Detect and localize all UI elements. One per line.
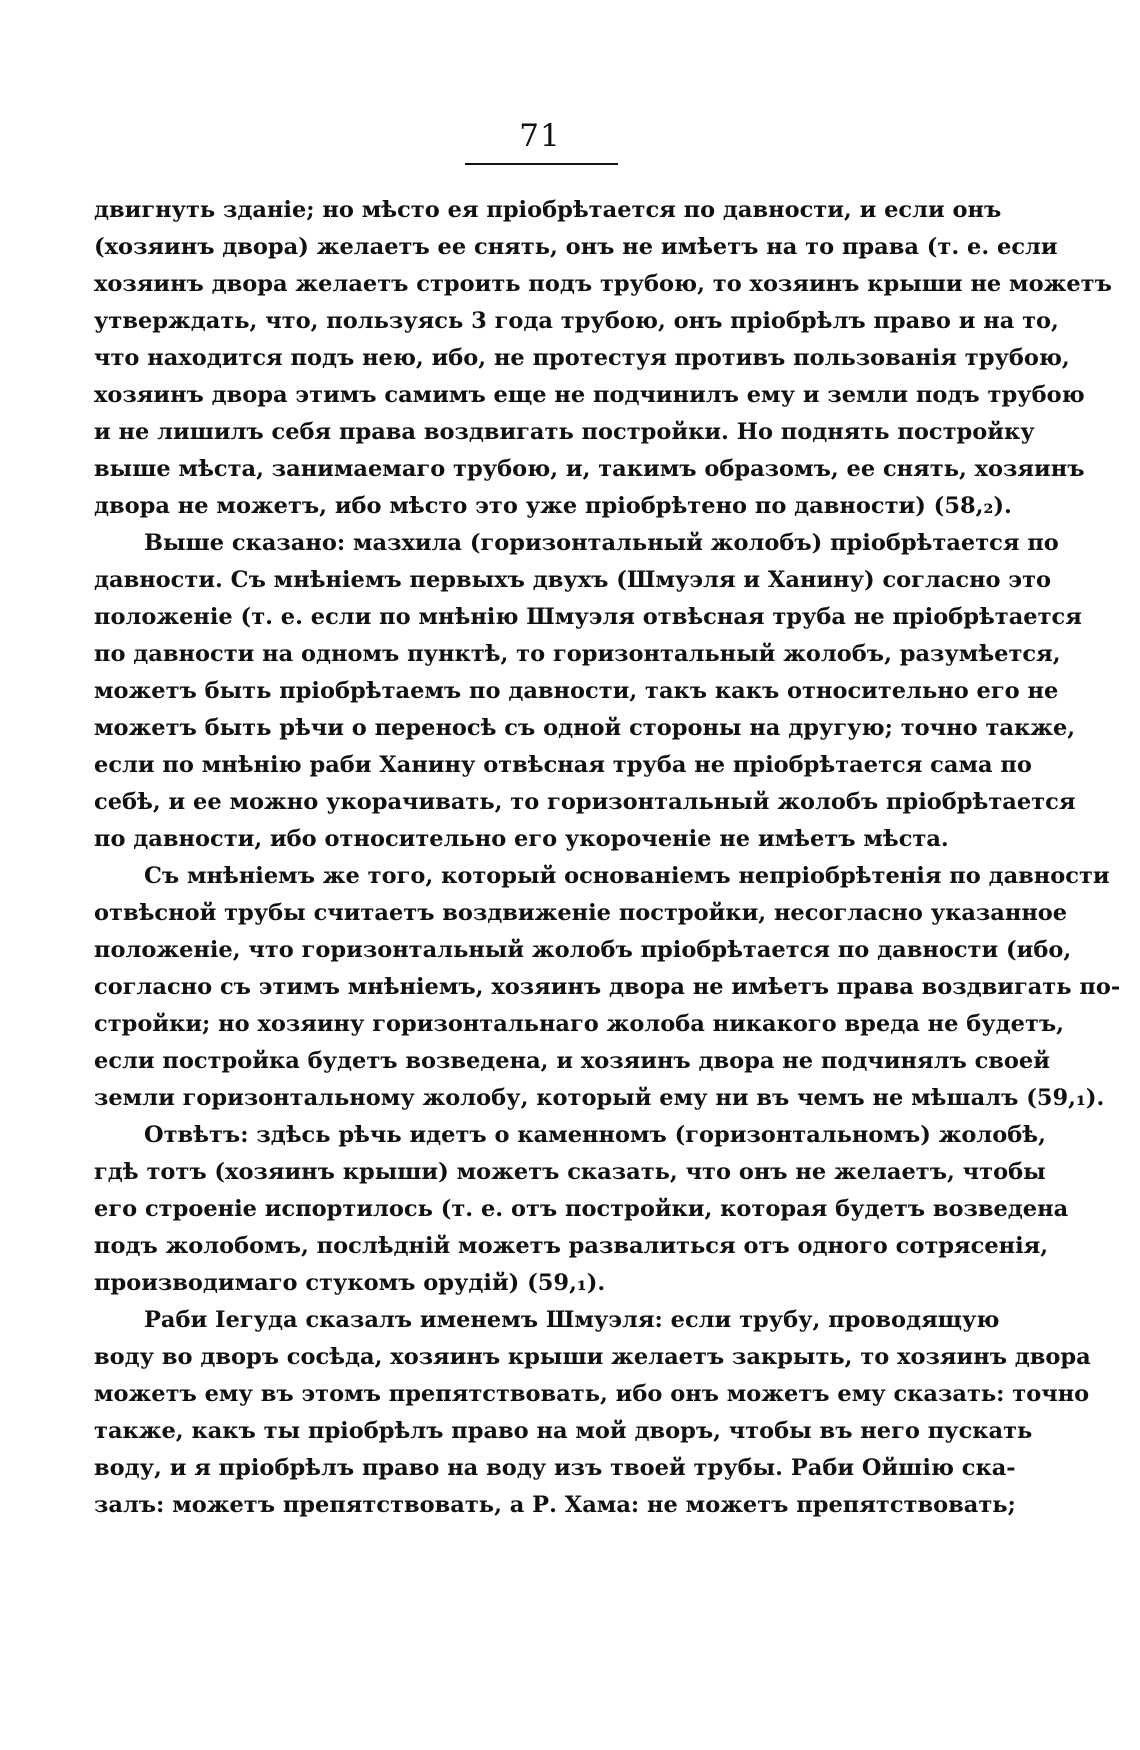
text-line: стройки; но хозяину горизонтальнаго жолоба никакого вреда не будетъ,	[94, 1011, 1064, 1037]
text-line: подъ жолобомъ, послѣдній можетъ развалиться отъ одного сотрясенія,	[94, 1233, 1049, 1259]
text-line: хозяинъ двора желаетъ строить подъ трубою, то хозяинъ крыши не можетъ	[94, 271, 1112, 297]
text-line: себѣ, и ее можно укорачивать, то горизонтальный жолобъ пріобрѣтается	[94, 789, 1076, 815]
text-line: утверждать, что, пользуясь 3 года трубою, онъ пріобрѣлъ право и на то,	[94, 308, 1059, 334]
text-line: отвѣсной трубы считаетъ воздвиженіе постройки, несогласно указанное	[94, 900, 1068, 926]
text-line: если постройка будетъ возведена, и хозяинъ двора не подчинялъ своей	[94, 1048, 1050, 1074]
page-number: 71	[519, 118, 561, 154]
text-line: воду во дворъ сосѣда, хозяинъ крыши желаетъ закрыть, то хозяинъ двора	[94, 1344, 1091, 1370]
text-line: залъ: можетъ препятствовать, а Р. Хама: не можетъ препятствовать;	[94, 1492, 1016, 1518]
text-line: Раби Іегуда сказалъ именемъ Шмуэля: если трубу, проводящую	[144, 1307, 1000, 1333]
text-line: согласно съ этимъ мнѣніемъ, хозяинъ двора не имѣетъ права воздвигать по-	[94, 974, 1121, 1000]
text-line: воду, и я пріобрѣлъ право на воду изъ твоей трубы. Раби Ойшію ска-	[94, 1455, 1016, 1481]
text-line: его строеніе испортилось (т. е. отъ постройки, которая будетъ возведена	[94, 1196, 1069, 1222]
text-line: положеніе (т. е. если по мнѣнію Шмуэля отвѣсная труба не пріобрѣтается	[94, 604, 1082, 630]
header-rule	[465, 163, 618, 165]
text-line: что находится подъ нею, ибо, не протестуя противъ пользованія трубою,	[94, 345, 1070, 371]
text-line: гдѣ тотъ (хозяинъ крыши) можетъ сказать, что онъ не желаетъ, чтобы	[94, 1159, 1046, 1185]
text-line: по давности на одномъ пунктѣ, то горизонтальный жолобъ, разумѣется,	[94, 641, 1061, 667]
text-line: по давности, ибо относительно его укороченіе не имѣетъ мѣста.	[94, 826, 949, 852]
text-line: можетъ быть пріобрѣтаемъ по давности, такъ какъ относительно его не	[94, 678, 1059, 704]
text-line: можетъ ему въ этомъ препятствовать, ибо онъ можетъ ему сказать: точно	[94, 1381, 1090, 1407]
text-line: давности. Съ мнѣніемъ первыхъ двухъ (Шмуэля и Ханину) согласно это	[94, 567, 1052, 593]
text-line: двигнуть зданіе; но мѣсто ея пріобрѣтается по давности, и если онъ	[94, 197, 1002, 223]
text-line: можетъ быть рѣчи о переносѣ съ одной стороны на другую; точно также,	[94, 715, 1076, 741]
text-line: и не лишилъ себя права воздвигать постройки. Но поднять постройку	[94, 419, 1035, 445]
text-line: положеніе, что горизонтальный жолобъ пріобрѣтается по давности (ибо,	[94, 937, 1072, 963]
text-line: Съ мнѣніемъ же того, который основаніемъ непріобрѣтенія по давности	[144, 863, 1110, 889]
text-line: производимаго стукомъ орудій) (59,₁).	[94, 1270, 606, 1296]
text-line: если по мнѣнію раби Ханину отвѣсная труба не пріобрѣтается сама по	[94, 752, 1032, 778]
body-text	[94, 192, 1121, 1524]
text-line: хозяинъ двора этимъ самимъ еще не подчинилъ ему и земли подъ трубою	[94, 382, 1085, 408]
text-line: Выше сказано: мазхила (горизонтальный жолобъ) пріобрѣтается по	[144, 530, 1059, 556]
text-line: земли горизонтальному жолобу, который ему ни въ чемъ не мѣшалъ (59,₁).	[94, 1085, 1105, 1111]
text-line: двора не можетъ, ибо мѣсто это уже пріобрѣтено по давности) (58,₂).	[94, 493, 1012, 519]
text-line: выше мѣста, занимаемаго трубою, и, такимъ образомъ, ее снять, хозяинъ	[94, 456, 1085, 482]
text-line: также, какъ ты пріобрѣлъ право на мой дворъ, чтобы въ него пускать	[94, 1418, 1033, 1444]
text-line: Отвѣтъ: здѣсь рѣчь идетъ о каменномъ (горизонтальномъ) жолобѣ,	[144, 1122, 1046, 1148]
text-line: (хозяинъ двора) желаетъ ее снять, онъ не имѣетъ на то права (т. е. если	[94, 234, 1058, 260]
